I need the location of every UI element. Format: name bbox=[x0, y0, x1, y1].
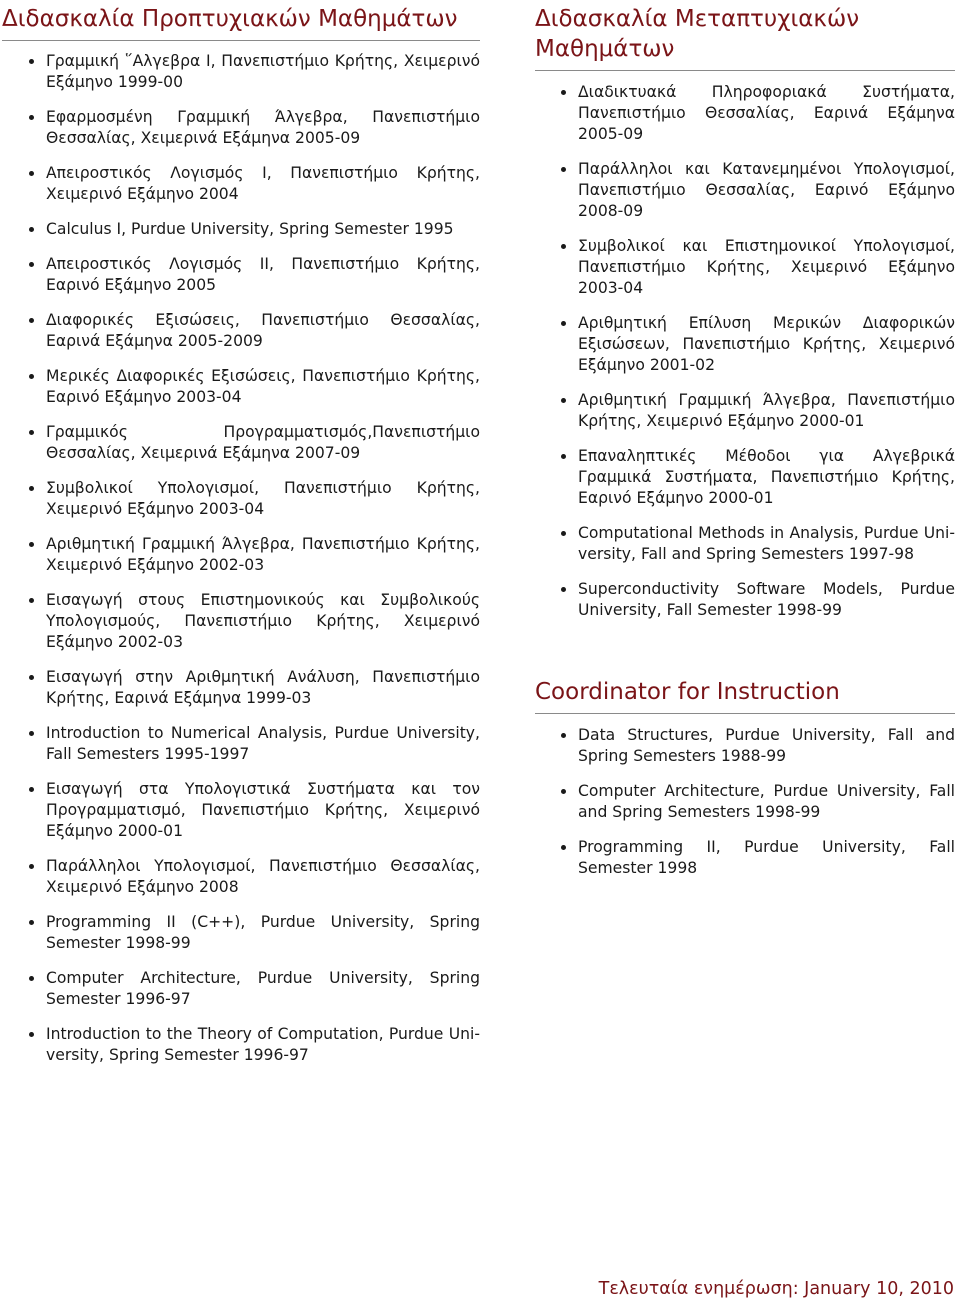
graduate-course-list bbox=[535, 82, 955, 621]
list-item bbox=[2, 366, 480, 408]
course-text: Εφαρμοσμένη Γραμμική Άλγεβρα, Πανεπιστήμιο Θεσσαλίας, Χειμερινά Εξάμηνα 2005-09 bbox=[46, 108, 480, 147]
course-text: Επαναληπτικές Μέθοδοι για Αλγεβρικά Γραμμικά Συστήματα, Πανεπιστήμιο Κρήτης, Εαρινό Εξάμηνο 2000-01 bbox=[578, 447, 955, 507]
list-item bbox=[2, 163, 480, 205]
course-text: Συμβολικοί Υπολογισμοί, Πανεπιστήμιο Κρήτης, Χειμερινό Εξάμηνο 2003-04 bbox=[46, 479, 480, 518]
bullet-icon bbox=[29, 976, 34, 981]
course-text: Απειροστικός Λογισμός Ι, Πανεπιστήμιο Κρήτης, Χειμερινό Εξάμηνο 2004 bbox=[46, 164, 480, 203]
bullet-icon bbox=[29, 787, 34, 792]
bullet-icon bbox=[29, 864, 34, 869]
bullet-icon bbox=[29, 731, 34, 736]
bullet-icon bbox=[561, 454, 566, 459]
list-item bbox=[2, 254, 480, 296]
list-item bbox=[535, 446, 955, 509]
course-text: Introduction to the Theory of Computation, Purdue Uni-versity, Spring Semester 1996-97 bbox=[46, 1025, 480, 1064]
bullet-icon bbox=[29, 430, 34, 435]
bullet-icon bbox=[29, 542, 34, 547]
list-item bbox=[2, 912, 480, 954]
bullet-icon bbox=[561, 244, 566, 249]
list-item bbox=[535, 313, 955, 376]
bullet-icon bbox=[29, 675, 34, 680]
list-item bbox=[535, 579, 955, 621]
bullet-icon bbox=[561, 845, 566, 850]
bullet-icon bbox=[561, 531, 566, 536]
course-text: Απειροστικός Λογισμός ΙΙ, Πανεπιστήμιο Κρήτης, Εαρινό Εξάμηνο 2005 bbox=[46, 255, 480, 294]
coordinator-course-list bbox=[535, 725, 955, 879]
list-item bbox=[2, 723, 480, 765]
course-text: Introduction to Numerical Analysis, Purdue University, Fall Semesters 1995-1997 bbox=[46, 724, 480, 763]
bullet-icon bbox=[29, 318, 34, 323]
course-text: Computer Architecture, Purdue University, Fall and Spring Semesters 1998-99 bbox=[578, 782, 955, 821]
list-item bbox=[2, 107, 480, 149]
course-text: Superconductivity Software Models, Purdue University, Fall Semester 1998-99 bbox=[578, 580, 955, 619]
course-text: Γραμμικός Προγραμματισμός,Πανεπιστήμιο Θεσσαλίας, Χειμερινά Εξάμηνα 2007-09 bbox=[46, 423, 480, 462]
list-item bbox=[2, 1024, 480, 1066]
course-text: Αριθμητική Γραμμική Άλγεβρα, Πανεπιστήμιο Κρήτης, Χειμερινό Εξάμηνο 2002-03 bbox=[46, 535, 480, 574]
list-item bbox=[2, 219, 480, 240]
list-item bbox=[2, 51, 480, 93]
bullet-icon bbox=[29, 1032, 34, 1037]
list-item bbox=[2, 779, 480, 842]
bullet-icon bbox=[29, 920, 34, 925]
bullet-icon bbox=[561, 90, 566, 95]
bullet-icon bbox=[561, 587, 566, 592]
course-text: Συμβολικοί και Επιστημονικοί Υπολογισμοί, Πανεπιστήμιο Κρήτης, Χειμερινό Εξάμηνο 2003-04 bbox=[578, 237, 955, 297]
bullet-icon bbox=[29, 374, 34, 379]
list-item bbox=[2, 667, 480, 709]
course-text: Εισαγωγή στους Επιστημονικούς και Συμβολικούς Υπολογισμούς, Πανεπιστήμιο Κρήτης, Χειμερινό Εξάμηνο 2002-03 bbox=[46, 591, 480, 651]
list-item bbox=[535, 236, 955, 299]
list-item bbox=[535, 781, 955, 823]
list-item bbox=[2, 968, 480, 1010]
bullet-icon bbox=[29, 262, 34, 267]
bullet-icon bbox=[561, 398, 566, 403]
list-item bbox=[535, 82, 955, 145]
list-item bbox=[2, 310, 480, 352]
course-text: Εισαγωγή στα Υπολογιστικά Συστήματα και τον Προγραμματισμό, Πανεπιστήμιο Κρήτης, Χειμερινό Εξάμηνο 2000-01 bbox=[46, 780, 480, 840]
course-text: Programming II (C++), Purdue University, Spring Semester 1998-99 bbox=[46, 913, 480, 952]
course-text: Αριθμητική Επίλυση Μερικών Διαφορικών Εξισώσεων, Πανεπιστήμιο Κρήτης, Χειμερινό Εξάμηνο 2001-02 bbox=[578, 314, 955, 374]
list-item bbox=[2, 590, 480, 653]
course-text: Διαδικτυακά Πληροφοριακά Συστήματα, Πανεπιστήμιο Θεσσαλίας, Εαρινά Εξάμηνα 2005-09 bbox=[578, 83, 955, 143]
undergraduate-title: Διδασκαλία Προπτυχιακών Μαθημάτων bbox=[2, 0, 480, 41]
course-text: Data Structures, Purdue University, Fall and Spring Semesters 1988-99 bbox=[578, 726, 955, 765]
course-text: Computational Methods in Analysis, Purdue Uni-versity, Fall and Spring Semesters 1997-98 bbox=[578, 524, 955, 563]
bullet-icon bbox=[561, 321, 566, 326]
course-text: Programming II, Purdue University, Fall Semester 1998 bbox=[578, 838, 955, 877]
course-text: Γραμμική ῞Αλγεβρα Ι, Πανεπιστήμιο Κρήτης, Χειμερινό Εξάμηνο 1999-00 bbox=[46, 52, 480, 91]
bullet-icon bbox=[29, 115, 34, 120]
list-item bbox=[535, 725, 955, 767]
bullet-icon bbox=[29, 171, 34, 176]
course-text: Παράλληλοι και Κατανεμημένοι Υπολογισμοί, Πανεπιστήμιο Θεσσαλίας, Εαρινό Εξάμηνο 2008-09 bbox=[578, 160, 955, 220]
course-text: Αριθμητική Γραμμική Άλγεβρα, Πανεπιστήμιο Κρήτης, Χειμερινό Εξάμηνο 2000-01 bbox=[578, 391, 955, 430]
list-item bbox=[2, 422, 480, 464]
list-item bbox=[535, 159, 955, 222]
bullet-icon bbox=[29, 59, 34, 64]
last-updated-footer: Τελευταία ενημέρωση: January 10, 2010 bbox=[598, 1279, 954, 1299]
bullet-icon bbox=[561, 733, 566, 738]
undergraduate-course-list bbox=[2, 51, 480, 1066]
course-text: Παράλληλοι Υπολογισμοί, Πανεπιστήμιο Θεσσαλίας, Χειμερινό Εξάμηνο 2008 bbox=[46, 857, 480, 896]
graduate-title: Διδασκαλία Μεταπτυχιακών Μαθημάτων bbox=[535, 0, 955, 71]
list-item bbox=[2, 856, 480, 898]
bullet-icon bbox=[561, 167, 566, 172]
course-text: Εισαγωγή στην Αριθμητική Ανάλυση, Πανεπιστήμιο Κρήτης, Εαρινά Εξάμηνα 1999-03 bbox=[46, 668, 480, 707]
bullet-icon bbox=[29, 486, 34, 491]
list-item bbox=[2, 478, 480, 520]
undergraduate-column bbox=[2, 0, 480, 1080]
bullet-icon bbox=[29, 598, 34, 603]
list-item bbox=[535, 837, 955, 879]
list-item bbox=[535, 523, 955, 565]
list-item bbox=[2, 534, 480, 576]
coordinator-title: Coordinator for Instruction bbox=[535, 673, 955, 714]
course-text: Διαφορικές Εξισώσεις, Πανεπιστήμιο Θεσσαλίας, Εαρινά Εξάμηνα 2005-2009 bbox=[46, 311, 480, 350]
course-text: Μερικές Διαφορικές Εξισώσεις, Πανεπιστήμιο Κρήτης, Εαρινό Εξάμηνο 2003-04 bbox=[46, 367, 480, 406]
list-item bbox=[535, 390, 955, 432]
course-text: Calculus I, Purdue University, Spring Semester 1995 bbox=[46, 220, 454, 238]
course-text: Computer Architecture, Purdue University, Spring Semester 1996-97 bbox=[46, 969, 480, 1008]
bullet-icon bbox=[29, 227, 34, 232]
graduate-column bbox=[535, 0, 955, 893]
bullet-icon bbox=[561, 789, 566, 794]
